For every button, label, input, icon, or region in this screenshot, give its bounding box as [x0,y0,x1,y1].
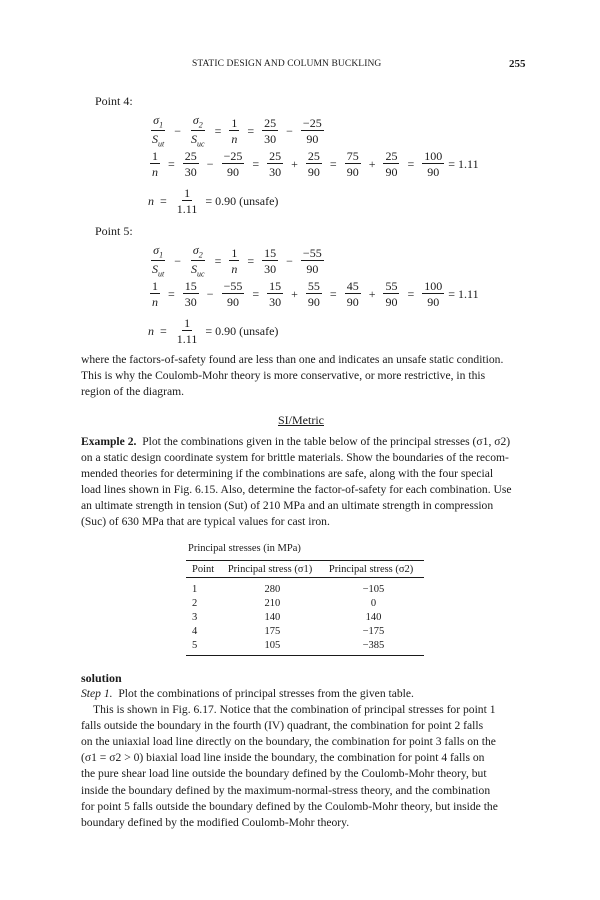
table-header: Principal stress (σ1) [222,562,323,578]
page-number: 255 [509,58,526,70]
table-row: 3 140 140 [192,611,382,623]
table-header: Principal stress (σ2) [323,562,424,578]
principal-stress-table [186,562,424,652]
point5-eq2: $\frac{1}{n}$ = $\frac{15}{30}$ − $\frac{-55}{90}$ = $\frac{15}{30}$ + $\frac{55}{90}$ = $\frac{45}{90}$ + $\frac{55}{90}$ = $\frac{100}{90}$ = 1.11 [152,279,479,309]
table-row: 1 280 −105 [192,583,385,595]
step-label: Step 1. [81,687,113,700]
running-title: STATIC DESIGN AND COLUMN BUCKLING [192,59,382,69]
table-row: 4 175 −175 [192,625,385,637]
point5-label: Point 5: [95,224,133,238]
example-paragraph: Example 2. Plot the combinations given in the table below of the principal stresses (σ1, σ2) on a static design coordinate system for brittle materials. Show the boundaries of the recom- mended theories for determining if the combinations are safe, along with the four special load lines shown in Fig. 6.15. Also, determine the factor-of-safety for each combination. Use an ultimate strength in tension (Sut) of 210 MPa and an ultimate strength in compression (Suc) of 630 MPa that are typical values for cast iron. [81,435,512,529]
conclusion-paragraph: where the factors-of-safety found are less than one and indicates an unsafe static condition. This is why the Coulomb-Mohr theory is more conservative, or more restrictive, in this region of the diagram. [81,353,504,399]
solution-paragraph: Step 1. Plot the combinations of principal stresses from the given table. This is shown in Fig. 6.17. Notice that the combination of principal stresses for point 1 falls outside the boundary in the fourth (IV) quadrant, the combination for point 2 falls on the uniaxial load line directly on the boundary, the combination for point 3 falls on the (σ1 = σ2 > 0) biaxial load line inside the boundary, the combination for point 4 falls on the pure shear load line outside the boundary defined by the Coulomb-Mohr theory, but inside the boundary defined by the maximum-normal-stress theory, and the combination for point 5 falls outside the boundary defined by the Coulomb-Mohr theory, but inside the boundary defined by the modified Coulomb-Mohr theory. [81,687,498,829]
table-header: Point [186,562,222,578]
point5-eq1: $\frac{\sigma_1}{S_{ut}}$ − $\frac{\sigma_2}{S_{uc}}$ = $\frac{1}{n}$ = $\frac{15}{30}$ − $\frac{-55}{90}$ [152,243,322,279]
table-row: 2 210 0 [192,597,377,609]
point4-label: Point 4: [95,94,133,108]
section-heading: SI/Metric [278,413,324,427]
point4-eq3: n = $\frac{1}{1.11}$ = 0.90 (unsafe) [148,186,279,216]
table-top-rule [186,560,424,561]
solution-heading: solution [81,671,122,685]
example-label: Example 2. [81,435,137,448]
point4-eq1: $\frac{\sigma_1}{S_{ut}}$ − $\frac{\sigma_2}{S_{uc}}$ = $\frac{1}{n}$ = $\frac{25}{30}$ − $\frac{-25}{90}$ [152,113,322,149]
point4-eq2: $\frac{1}{n}$ = $\frac{25}{30}$ − $\frac{-25}{90}$ = $\frac{25}{30}$ + $\frac{25}{90}$ = $\frac{75}{90}$ + $\frac{25}{90}$ = $\frac{100}{90}$ = 1.11 [152,149,479,179]
table-row: 5 105 −385 [192,639,385,651]
point5-eq3: n = $\frac{1}{1.11}$ = 0.90 (unsafe) [148,316,279,346]
table-caption: Principal stresses (in MPa) [188,543,301,554]
table-bottom-rule [186,655,424,656]
